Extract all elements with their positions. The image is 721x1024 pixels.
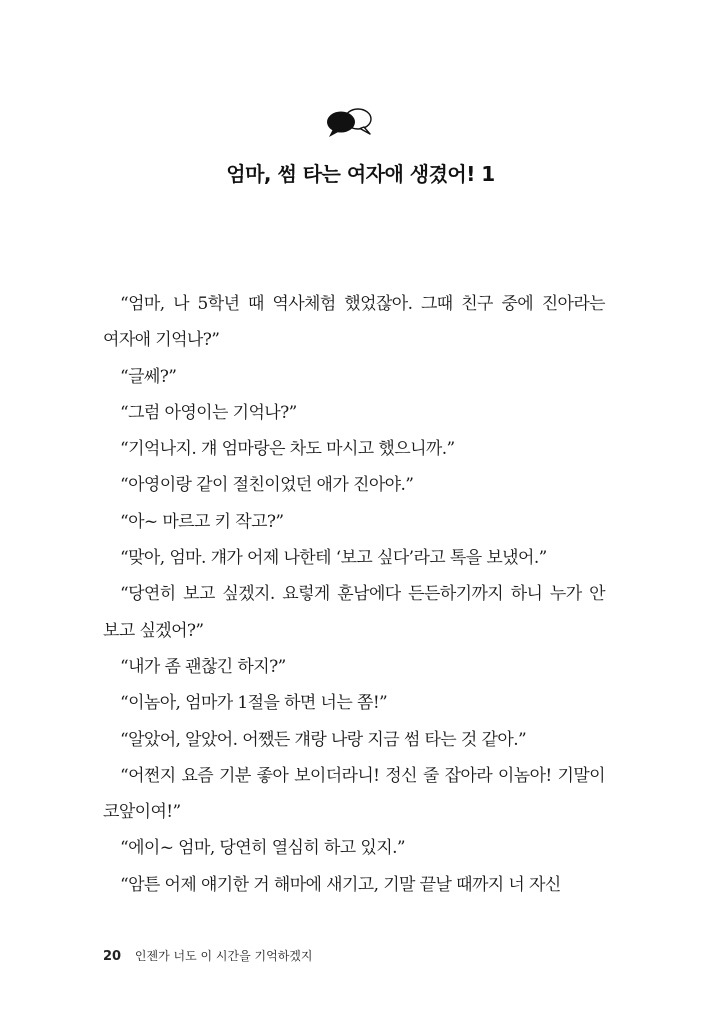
paragraph: “에이~ 엄마, 당연히 열심히 하고 있지.” [120,838,405,859]
paragraph: “엄마, 나 5학년 때 역사체험 했었잖아. 그때 친구 중에 진아라는 여자애 기억나?” [103,294,605,351]
paragraph: “알았어, 알았어. 어쨌든 걔랑 나랑 지금 썸 타는 것 같아.” [120,729,527,750]
paragraph: “어쩐지 요즘 기분 좋아 보이더라니! 정신 줄 잡아라 이놈아! 기말이 코앞이여!” [103,765,605,823]
page-number: 20 [103,949,122,964]
chapter-title: 엄마, 썸 타는 여자애 생겼어! 1 [226,162,495,186]
page-footer [103,947,312,964]
speech-bubbles-icon [326,106,374,140]
paragraph: “암튼 어제 얘기한 거 해마에 새기고, 기말 끝날 때까지 너 자신 [120,874,561,895]
paragraph: “그럼 아영이는 기억나?” [120,402,297,423]
paragraph: “내가 좀 괜찮긴 하지?” [120,656,286,677]
body-text [103,286,605,903]
book-title: 인젠가 너도 이 시간을 기억하겠지 [134,949,313,963]
paragraph: “글쎄?” [120,366,177,387]
paragraph: “아~ 마르고 키 작고?” [120,511,284,532]
paragraph: “기억나지. 걔 엄마랑은 차도 마시고 했으니까.” [120,439,455,460]
paragraph: “맞아, 엄마. 걔가 어제 나한테 ‘보고 싶다’라고 톡을 보냈어.” [120,548,547,569]
paragraph: “이놈아, 엄마가 1절을 하면 너는 쫌!” [120,693,388,714]
paragraph: “당연히 보고 싶겠지. 요렇게 훈남에다 든든하기까지 하니 누가 안 보고 싶겠어?” [103,584,605,641]
paragraph: “아영이랑 같이 절친이었던 애가 진아야.” [120,475,414,496]
